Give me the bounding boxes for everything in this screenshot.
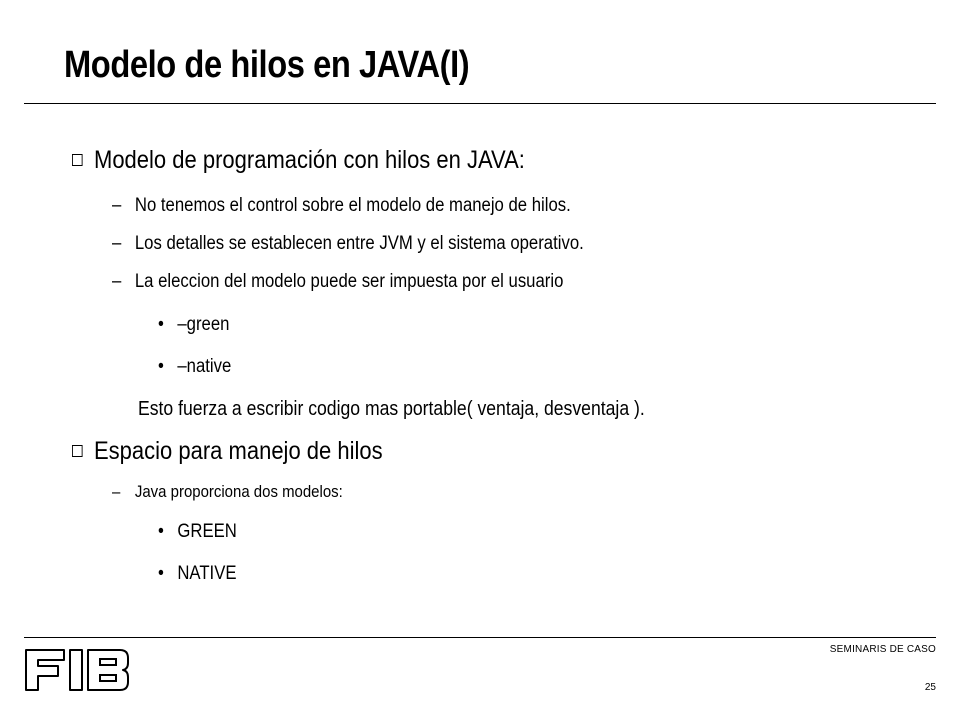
fib-logo	[24, 648, 130, 692]
square-bullet-icon	[72, 154, 83, 166]
list-item-text: Java proporciona dos modelos:	[134, 482, 343, 501]
section-note: Esto fuerza a escribir codigo mas portable( ventaja, desventaja ).	[138, 398, 645, 420]
sub-list-item-text: –green	[177, 314, 230, 335]
page-number: 25	[924, 682, 936, 693]
dash-marker: –	[112, 271, 122, 292]
sub-list-item-text: GREEN	[177, 521, 237, 542]
footer-divider	[24, 637, 936, 638]
section-heading-text: Espacio para manejo de hilos	[94, 437, 383, 465]
footer-label: SEMINARIS DE CASO	[829, 644, 936, 655]
bullet-marker: •	[158, 356, 164, 377]
list-item-text: No tenemos el control sobre el modelo de manejo de hilos.	[134, 195, 571, 216]
dash-marker: –	[112, 195, 122, 216]
square-bullet-icon	[72, 445, 83, 457]
dash-marker: –	[112, 233, 122, 254]
dash-marker: –	[112, 482, 121, 501]
section-heading-text: Modelo de programación con hilos en JAVA:	[94, 146, 525, 174]
slide-title: Modelo de hilos en JAVA(I)	[64, 44, 470, 86]
list-item-text: La eleccion del modelo puede ser impuesta por el usuario	[134, 271, 564, 292]
bullet-marker: •	[158, 521, 164, 542]
sub-list-item-text: –native	[177, 356, 232, 377]
bullet-marker: •	[158, 563, 164, 584]
bullet-marker: •	[158, 314, 164, 335]
sub-list-item-text: NATIVE	[177, 563, 237, 584]
list-item-text: Los detalles se establecen entre JVM y el sistema operativo.	[134, 233, 584, 254]
